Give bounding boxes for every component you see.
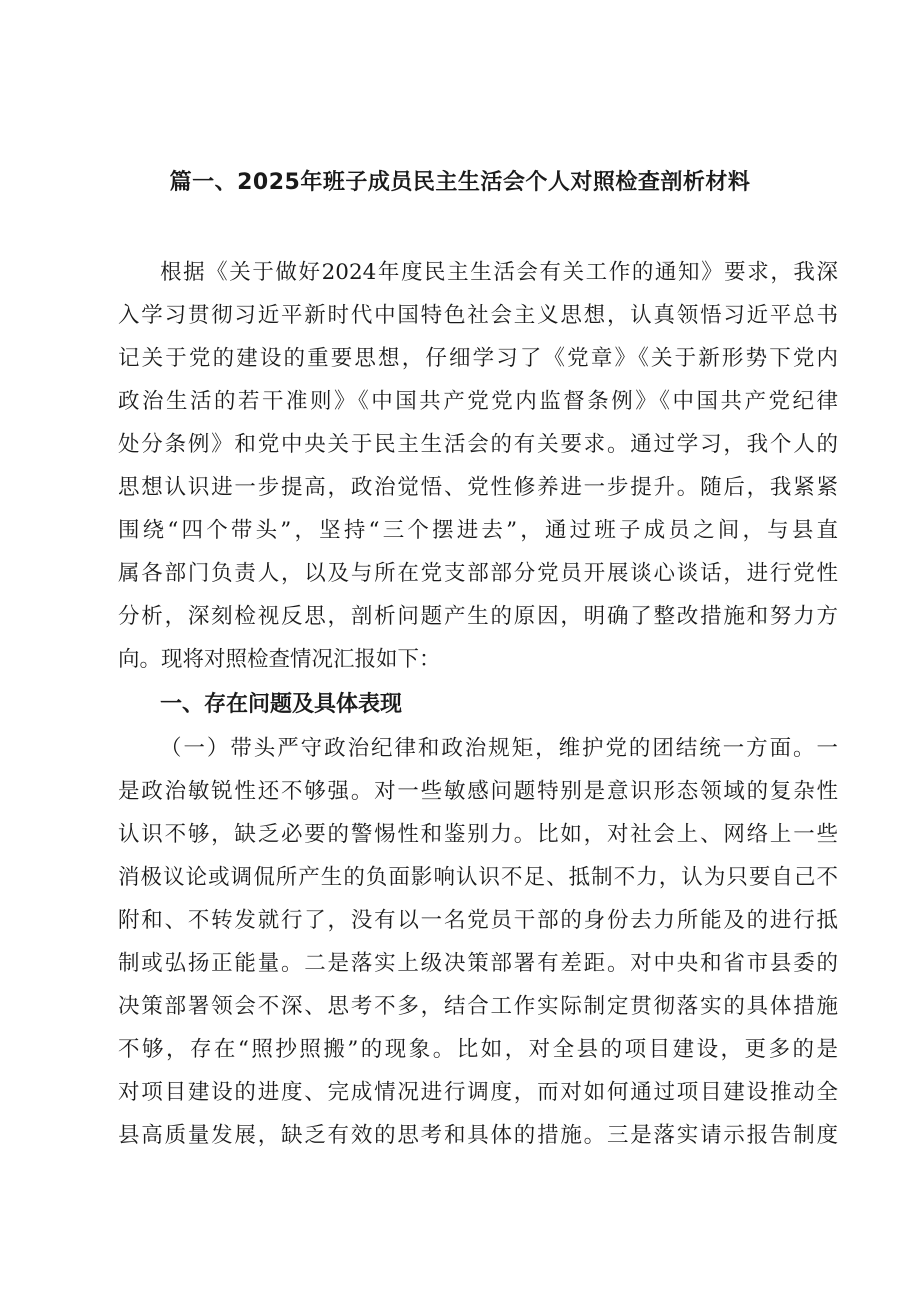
section-line: 消极议论或调侃所产生的负面影响认识不足、抵制不力，认为只要自己不 (118, 865, 838, 890)
intro-line: 记关于党的建设的重要思想，仔细学习了《党章》《关于新形势下党内 (118, 346, 838, 371)
intro-line: 入学习贯彻习近平新时代中国特色社会主义思想，认真领悟习近平总书 (118, 303, 838, 328)
section-line: 认识不够，缺乏必要的警惕性和鉴别力。比如，对社会上、网络上一些 (118, 822, 838, 847)
section-line: 不够，存在“照抄照搬”的现象。比如，对全县的项目建设，更多的是 (118, 1037, 838, 1062)
document-title: 篇一、2025年班子成员民主生活会个人对照检查剖析材料 (169, 170, 751, 195)
intro-line: 向。现将对照检查情况汇报如下： (118, 647, 441, 672)
section-heading: 一、存在问题及具体表现 (160, 692, 403, 717)
intro-line: 思想认识进一步提高，政治觉悟、党性修养进一步提升。随后，我紧紧 (118, 475, 838, 500)
intro-line: 分析，深刻检视反思，剖析问题产生的原因，明确了整改措施和努力方 (118, 604, 838, 629)
section-line: 附和、不转发就行了，没有以一名党员干部的身份去力所能及的进行抵 (118, 908, 838, 933)
section-line: 对项目建设的进度、完成情况进行调度，而对如何通过项目建设推动全 (118, 1080, 838, 1105)
intro-line: 处分条例》和党中央关于民主生活会的有关要求。通过学习，我个人的 (118, 432, 838, 457)
section-line: 县高质量发展，缺乏有效的思考和具体的措施。三是落实请示报告制度 (118, 1123, 838, 1148)
section-line: 决策部署领会不深、思考不多，结合工作实际制定贯彻落实的具体措施 (118, 994, 838, 1019)
intro-line: 根据《关于做好2024年度民主生活会有关工作的通知》要求，我深 (160, 260, 838, 285)
section-line: （一）带头严守政治纪律和政治规矩，维护党的团结统一方面。一 (160, 736, 838, 761)
intro-line: 属各部门负责人，以及与所在党支部部分党员开展谈心谈话，进行党性 (118, 561, 838, 586)
intro-line: 政治生活的若干准则》《中国共产党党内监督条例》《中国共产党纪律 (118, 389, 838, 414)
section-line: 是政治敏锐性还不够强。对一些敏感问题特别是意识形态领域的复杂性 (118, 779, 838, 804)
section-line: 制或弘扬正能量。二是落实上级决策部署有差距。对中央和省市县委的 (118, 951, 838, 976)
intro-line: 围绕“四个带头”，坚持“三个摆进去”，通过班子成员之间，与县直 (118, 518, 838, 543)
